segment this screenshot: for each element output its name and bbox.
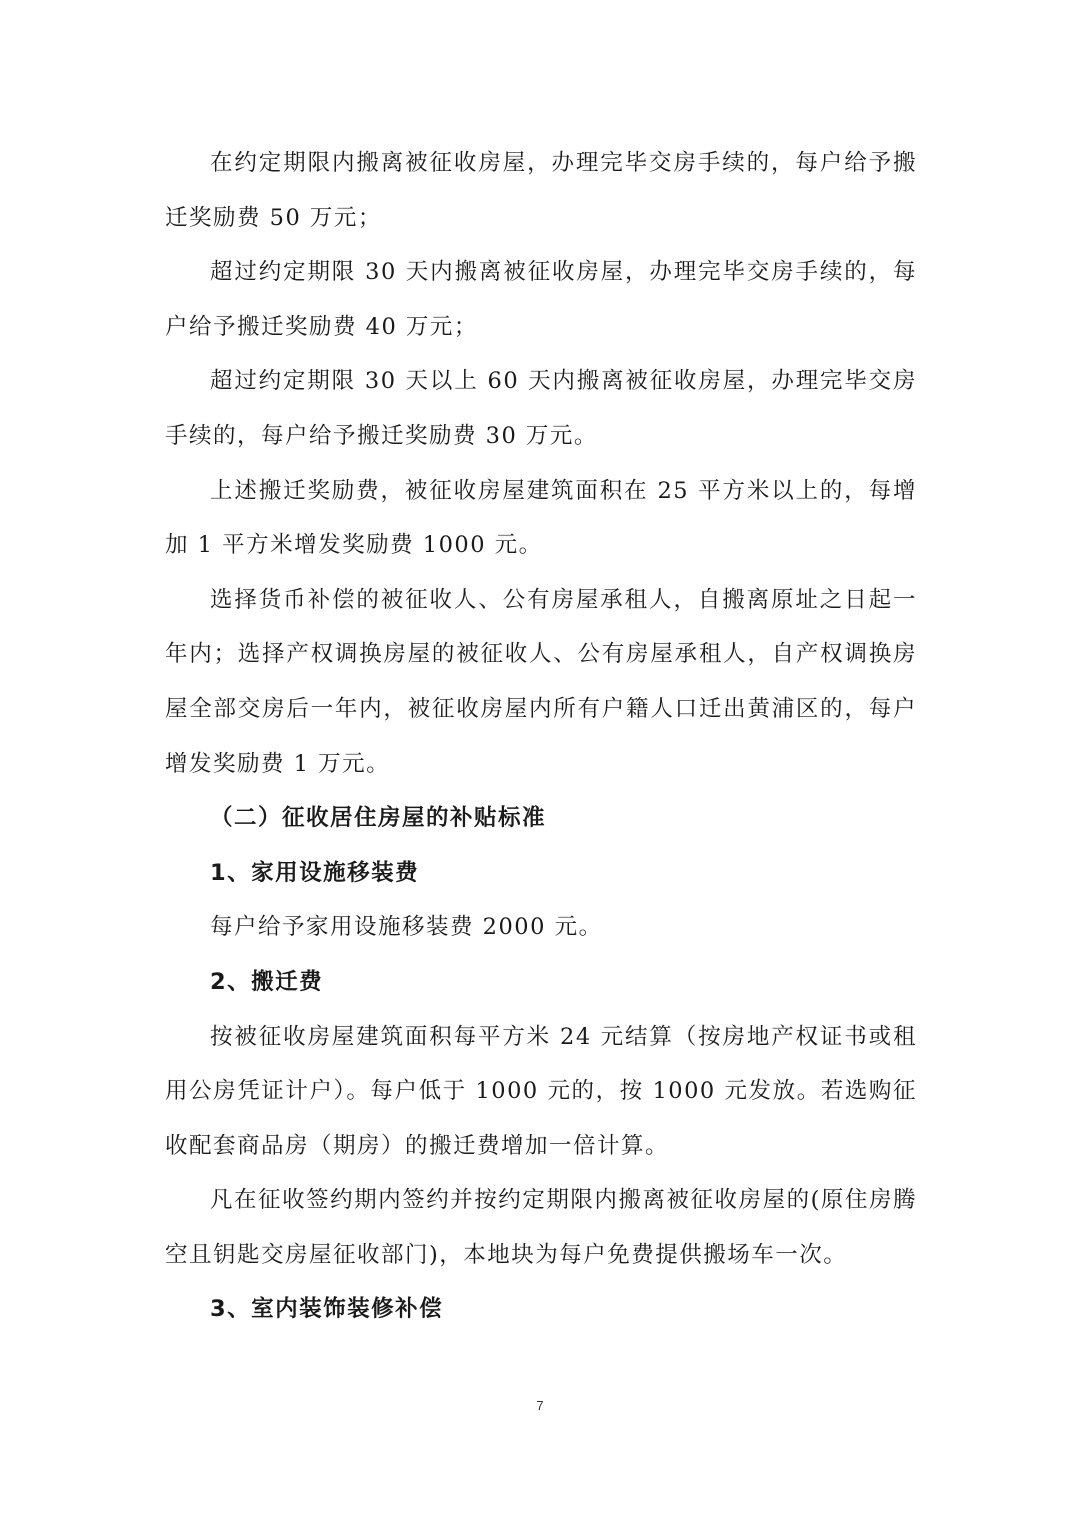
paragraph-reward-area-bonus: 上述搬迁奖励费，被征收房屋建筑面积在 25 平方米以上的，每增加 1 平方米增发奖励费 1000 元。 xyxy=(165,477,917,559)
subheading-interior-decoration: 3、室内装饰装修补偿 xyxy=(210,1296,444,1323)
paragraph-reward-hukou-transfer: 选择货币补偿的被征收人、公有房屋承租人，自搬离原址之日起一年内；选择产权调换房屋的被征收人、公有房屋承租人，自产权调换房屋全部交房后一年内，被征收房屋内所有户籍人口迁出黄浦区的，每户增发奖励费 1 万元。 xyxy=(165,586,917,777)
section-heading-subsidy-standard: （二）征收居住房屋的补贴标准 xyxy=(210,805,547,832)
page-number: 7 xyxy=(536,1398,544,1413)
paragraph-free-moving-truck: 凡在征收签约期内签约并按约定期限内搬离被征收房屋的(原住房腾空且钥匙交房屋征收部门)，本地块为每户免费提供搬场车一次。 xyxy=(165,1187,917,1268)
paragraph-reward-within-deadline: 在约定期限内搬离被征收房屋，办理完毕交房手续的，每户给予搬迁奖励费 50 万元； xyxy=(165,150,917,231)
subheading-appliance-relocation: 1、家用设施移装费 xyxy=(210,859,420,886)
paragraph-appliance-relocation-fee: 每户给予家用设施移装费 2000 元。 xyxy=(210,914,603,941)
paragraph-reward-within-30-days: 超过约定期限 30 天内搬离被征收房屋，办理完毕交房手续的，每户给予搬迁奖励费 40 万元； xyxy=(165,259,917,340)
subheading-moving-fee: 2、搬迁费 xyxy=(210,968,324,995)
paragraph-moving-fee-calculation: 按被征收房屋建筑面积每平方米 24 元结算（按房地产权证书或租用公房凭证计户）。每户低于 1000 元的，按 1000 元发放。若选购征收配套商品房（期房）的搬迁费增加一倍计算。 xyxy=(165,1023,917,1159)
paragraph-reward-30-to-60-days: 超过约定期限 30 天以上 60 天内搬离被征收房屋，办理完毕交房手续的，每户给予搬迁奖励费 30 万元。 xyxy=(165,368,917,449)
document-body xyxy=(165,136,917,1337)
